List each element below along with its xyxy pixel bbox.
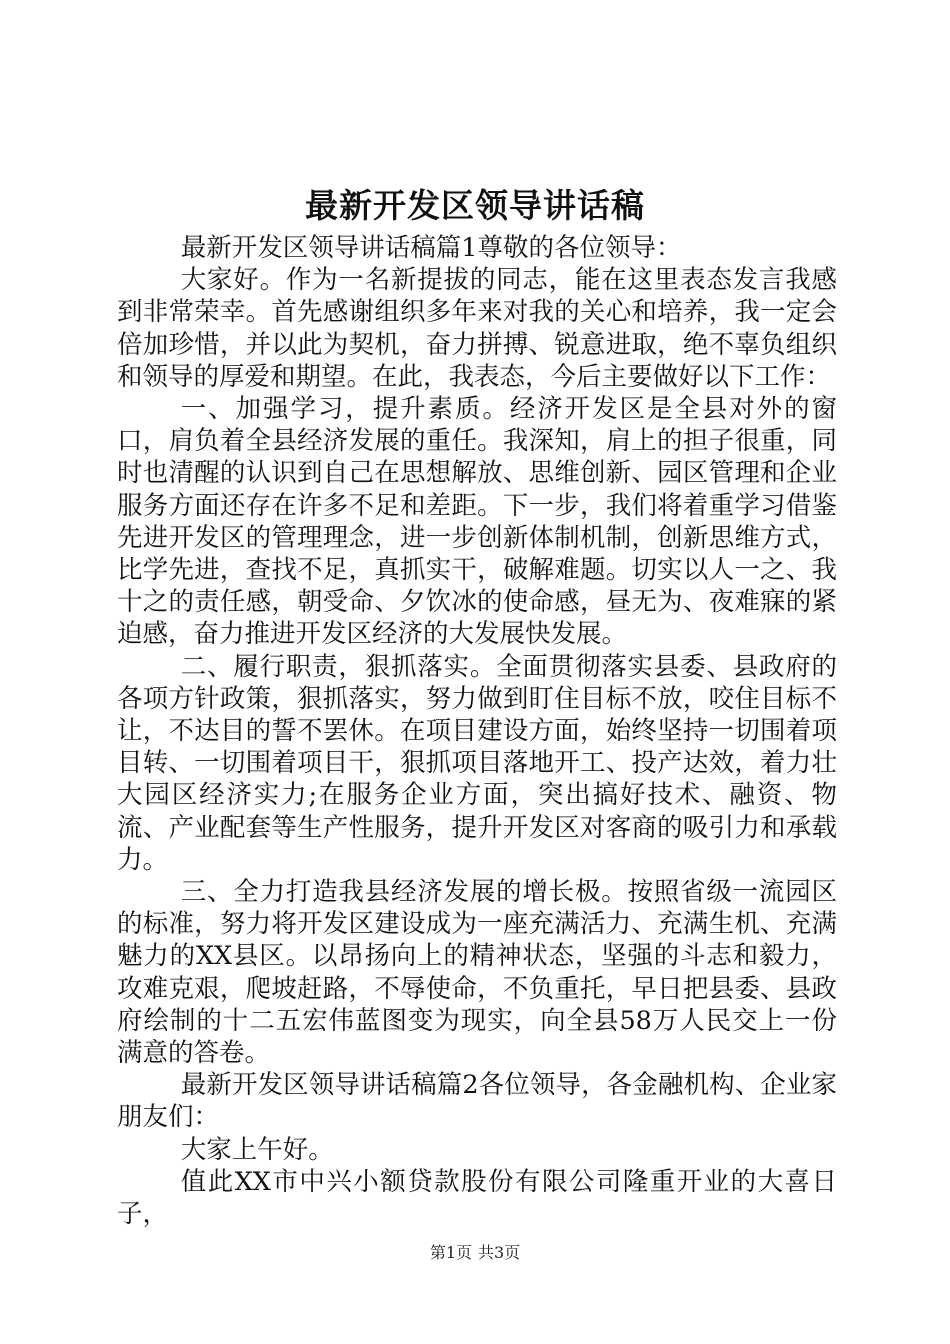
paragraph-4: 二、履行职责，狠抓落实。全面贯彻落实县委、县政府的各项方针政策，狠抓落实，努力做到盯住目标不放，咬住目标不让，不达目的誓不罢休。在项目建设方面，始终坚持一切围着项目转、一切围着项目干，狠抓项目落地开工、投产达效，着力壮大园区经济实力;在服务企业方面，突出搞好技术、融资、物流、产业配套等生产性服务，提升开发区对客商的吸引力和承载力。 <box>117 651 837 875</box>
paragraph-5: 三、全力打造我县经济发展的增长极。按照省级一流园区的标准，努力将开发区建设成为一座充满活力、充满生机、充满魅力的XX县区。以昂扬向上的精神状态，坚强的斗志和毅力，攻难克艰，爬坡赶路，不辱使命，不负重托，早日把县委、县政府绘制的十二五宏伟蓝图变为现实，向全县58万人民交上一份满意的答卷。 <box>117 877 837 1069</box>
paragraph-3: 一、加强学习，提升素质。经济开发区是全县对外的窗口，肩负着全县经济发展的重任。我深知，肩上的担子很重，同时也清醒的认识到自己在思想解放、思维创新、园区管理和企业服务方面还存在许多不足和差距。下一步，我们将着重学习借鉴先进开发区的管理理念，进一步创新体制机制，创新思维方式，比学先进，查找不足，真抓实干，破解难题。切实以人一之、我十之的责任感，朝受命、夕饮冰的使命感，昼无为、夜难寐的紧迫感，奋力推进开发区经济的大发展快发展。 <box>117 394 837 650</box>
page-footer <box>0 1243 950 1263</box>
paragraph-6: 最新开发区领导讲话稿篇2各位领导，各金融机构、企业家朋友们： <box>117 1070 837 1133</box>
paragraph-8: 值此XX市中兴小额贷款股份有限公司隆重开业的大喜日子， <box>117 1166 837 1230</box>
document-title: 最新开发区领导讲话稿 <box>305 186 645 225</box>
paragraph-2: 大家好。作为一名新提拔的同志，能在这里表态发言我感到非常荣幸。首先感谢组织多年来对我的关心和培养，我一定会倍加珍惜，并以此为契机，奋力拼搏、锐意进取，绝不辜负组织和领导的厚爱和期望。在此，我表态，今后主要做好以下工作： <box>117 265 837 392</box>
paragraph-7: 大家上午好。 <box>180 1134 334 1165</box>
paragraph-1: 最新开发区领导讲话稿篇1尊敬的各位领导： <box>180 233 682 263</box>
page-number: 第1页 <box>429 1243 472 1262</box>
page-total: 共3页 <box>478 1243 521 1262</box>
document-body <box>117 232 837 1230</box>
